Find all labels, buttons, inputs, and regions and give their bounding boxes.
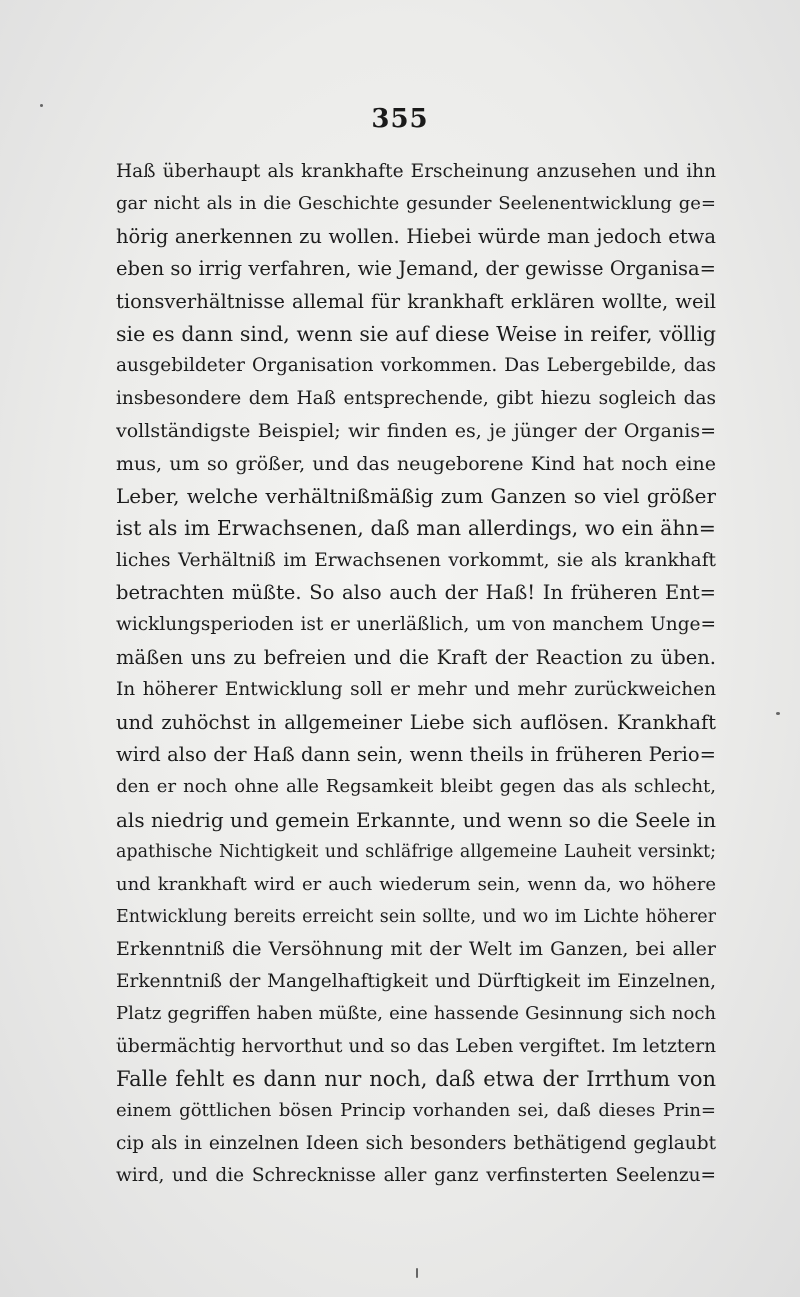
text-line: wicklungsperioden ist er unerläßlich, um von manchem Unge= — [116, 614, 716, 636]
body-text — [116, 156, 716, 1193]
text-line: und krankhaft wird er auch wiederum sein, wenn da, wo höhere — [116, 873, 716, 895]
text-line: tionsverhältnisse allemal für krankhaft erklären wollte, weil — [116, 289, 716, 313]
text-line: Entwicklung bereits erreicht sein sollte, und wo im Lichte höherer — [116, 906, 716, 927]
text-line: apathische Nichtigkeit und schläfrige allgemeine Lauheit versinkt; — [116, 842, 716, 863]
text-line: als niedrig und gemein Erkannte, und wenn so die Seele in — [116, 807, 716, 832]
text-line: Leber, welche verhältnißmäßig zum Ganzen so viel größer — [116, 483, 716, 508]
text-line: übermächtig hervorthut und so das Leben vergiftet. Im letztern — [116, 1035, 716, 1057]
page-number: 355 — [371, 104, 429, 134]
text-line: Erkenntniß die Versöhnung mit der Welt im Ganzen, bei aller — [116, 938, 716, 961]
text-line: cip als in einzelnen Ideen sich besonders bethätigend geglaubt — [116, 1132, 716, 1154]
text-line: hörig anerkennen zu wollen. Hiebei würde man jedoch etwa — [116, 224, 716, 248]
text-line: eben so irrig verfahren, wie Jemand, der gewisse Organisa= — [116, 257, 716, 281]
text-line: mus, um so größer, und das neugeborene Kind hat noch eine — [116, 452, 716, 475]
text-line: gar nicht als in die Geschichte gesunder Seelenentwicklung ge= — [116, 193, 716, 215]
paper-speck — [776, 712, 780, 715]
text-line: In höherer Entwicklung soll er mehr und mehr zurückweichen — [116, 679, 716, 701]
text-line: betrachten müßte. So also auch der Haß! In früheren Ent= — [116, 581, 716, 605]
text-line: Falle fehlt es dann nur noch, daß etwa der Irrthum von — [116, 1066, 716, 1091]
text-line: ist als im Erwachsenen, daß man allerdings, wo ein ähn= — [116, 516, 716, 541]
text-line: wird, und die Schrecknisse aller ganz verfinsterten Seelenzu= — [116, 1165, 716, 1187]
text-line: mäßen uns zu befreien und die Kraft der Reaction zu üben. — [116, 645, 716, 669]
text-line: Platz gegriffen haben müßte, eine hassende Gesinnung sich noch — [116, 1003, 716, 1025]
text-line: wird also der Haß dann sein, wenn theils in früheren Perio= — [116, 743, 716, 767]
text-line: Erkenntniß der Mangelhaftigkeit und Dürftigkeit im Einzelnen, — [116, 970, 716, 992]
text-line: und zuhöchst in allgemeiner Liebe sich auflösen. Krankhaft — [116, 710, 716, 734]
text-line: den er noch ohne alle Regsamkeit bleibt gegen das als schlecht, — [116, 776, 716, 798]
text-line: sie es dann sind, wenn sie auf diese Weise in reifer, völlig — [116, 321, 716, 346]
paper-speck — [40, 104, 43, 107]
text-line: insbesondere dem Haß entsprechende, gibt hiezu sogleich das — [116, 387, 716, 409]
paper-speck — [416, 1268, 418, 1278]
text-line: liches Verhältniß im Erwachsenen vorkommt, sie als krankhaft — [116, 549, 716, 571]
text-line: Haß überhaupt als krankhafte Erscheinung anzusehen und ihn — [116, 161, 716, 182]
text-line: vollständigste Beispiel; wir finden es, je jünger der Organis= — [116, 420, 716, 443]
text-line: ausgebildeter Organisation vorkommen. Das Lebergebilde, das — [116, 355, 716, 377]
text-line: einem göttlichen bösen Princip vorhanden sei, daß dieses Prin= — [116, 1100, 716, 1122]
